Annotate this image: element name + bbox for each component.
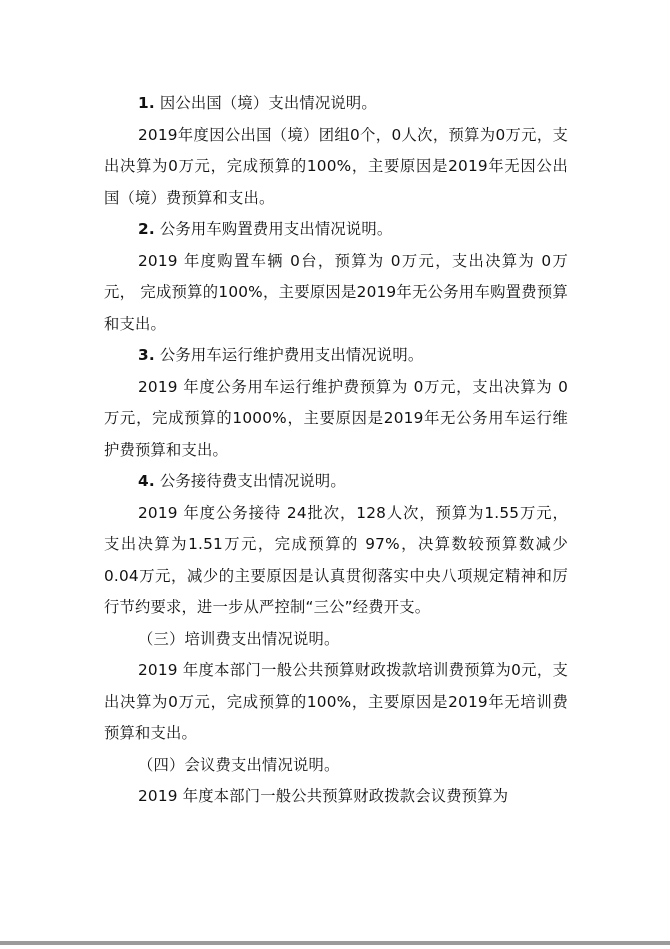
heading-text: 公务用车购置费用支出情况说明。 <box>159 220 393 238</box>
paragraph-foreign-travel: 2019年度因公出国（境）团组0个，0人次，预算为0万元，支出决算为0万元，完成预算的100%，主要原因是2019年无因公出国（境）费预算和支出。 <box>104 125 568 207</box>
heading-number: 4. <box>138 472 155 490</box>
document-content <box>104 88 568 813</box>
heading-number: 3. <box>138 346 155 364</box>
heading-number: 2. <box>138 220 155 238</box>
heading-text: 公务接待费支出情况说明。 <box>159 472 346 490</box>
paragraph-meeting: 2019 年度本部门一般公共预算财政拨款会议费预算为 <box>138 787 509 805</box>
heading-vehicle-purchase <box>104 214 568 246</box>
paragraph-vehicle-maintenance: 2019 年度公务用车运行维护费预算为 0万元，支出决算为 0万元，完成预算的1000%，主要原因是2019年无公务用车运行维护费预算和支出。 <box>104 377 568 459</box>
heading-text: 公务用车运行维护费用支出情况说明。 <box>159 346 424 364</box>
page-bottom-divider <box>0 941 670 945</box>
heading-foreign-travel <box>104 88 568 120</box>
paragraph-training: 2019 年度本部门一般公共预算财政拨款培训费预算为0元，支出决算为0万元，完成预算的100%，主要原因是2019年无培训费预算和支出。 <box>104 661 568 742</box>
paragraph-reception: 2019 年度公务接待 24批次，128人次，预算为1.55万元， 支出决算为1.51万元，完成预算的 97%，决算数较预算数减少 0.04万元，减少的主要原因是认真贯彻落实中央八项规定精神和厉行节约要求，进一步从严控制“三公”经费开支。 <box>104 503 568 616</box>
paragraph-vehicle-purchase: 2019 年度购置车辆 0台，预算为 0万元，支出决算为 0万元， 完成预算的100%，主要原因是2019年无公务用车购置费预算和支出。 <box>104 251 568 333</box>
heading-reception <box>104 466 568 498</box>
heading-number: 1. <box>138 94 155 112</box>
heading-text: 因公出国（境）支出情况说明。 <box>159 94 377 112</box>
heading-vehicle-maintenance <box>104 340 568 372</box>
heading-training: （三）培训费支出情况说明。 <box>138 629 340 648</box>
heading-meeting: （四）会议费支出情况说明。 <box>138 755 340 774</box>
